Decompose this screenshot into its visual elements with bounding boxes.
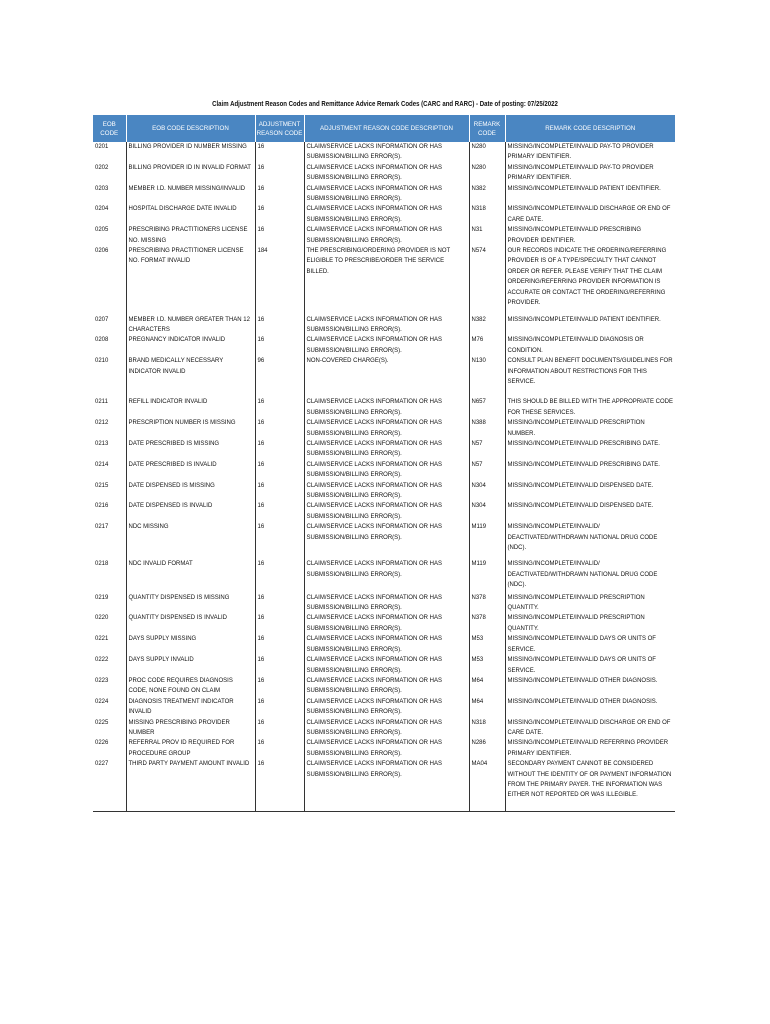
cell-remark-code: N382 <box>469 184 505 205</box>
cell-eob-description: HOSPITAL DISCHARGE DATE INVALID <box>126 204 255 225</box>
cell-adjustment-reason-code: 16 <box>255 460 304 481</box>
cell-adjustment-reason-code: 16 <box>255 593 304 614</box>
cell-eob-description: BILLING PROVIDER ID IN INVALID FORMAT <box>126 163 255 184</box>
table-row <box>93 655 675 676</box>
cell-remark-description: MISSING/INCOMPLETE/INVALID PATIENT IDENTIFIER. <box>507 185 661 192</box>
table-row <box>93 246 675 314</box>
cell-eob-description: REFILL INDICATOR INVALID <box>126 397 255 418</box>
cell-eob-code: 0208 <box>93 335 126 356</box>
cell-remark-code: N280 <box>469 142 505 163</box>
cell-adjustment-reason-code: 16 <box>255 634 304 655</box>
cell-eob-code: 0204 <box>93 204 126 225</box>
cell-remark-code: N574 <box>469 246 505 314</box>
cell-remark-description: MISSING/INCOMPLETE/INVALID OTHER DIAGNOSIS. <box>507 677 658 684</box>
cell-remark-description: MISSING/INCOMPLETE/INVALID DAYS OR UNITS OF SERVICE. <box>507 636 656 653</box>
cell-eob-code: 0201 <box>93 142 126 163</box>
cell-remark-code: N388 <box>469 418 505 439</box>
table-row <box>93 356 675 397</box>
cell-remark-code: N57 <box>469 460 505 481</box>
cell-remark-description: MISSING/INCOMPLETE/INVALID PRESCRIPTION QUANTITY. <box>507 615 645 632</box>
table-row <box>93 397 675 418</box>
cell-eob-description: DATE DISPENSED IS MISSING <box>126 481 255 502</box>
cell-eob-description: NDC MISSING <box>126 522 255 559</box>
cell-adjustment-reason-code: 16 <box>255 501 304 522</box>
table-row <box>93 759 675 811</box>
table-row <box>93 501 675 522</box>
cell-adjustment-reason-code: 16 <box>255 315 304 336</box>
table-row <box>93 718 675 739</box>
cell-adjustment-description: CLAIM/SERVICE LACKS INFORMATION OR HAS SUBMISSION/BILLING ERROR(S). <box>304 759 469 811</box>
cell-adjustment-description: CLAIM/SERVICE LACKS INFORMATION OR HAS SUBMISSION/BILLING ERROR(S). <box>304 655 469 676</box>
cell-adjustment-description: CLAIM/SERVICE LACKS INFORMATION OR HAS SUBMISSION/BILLING ERROR(S). <box>304 738 469 759</box>
cell-adjustment-description: CLAIM/SERVICE LACKS INFORMATION OR HAS SUBMISSION/BILLING ERROR(S). <box>304 481 469 502</box>
cell-remark-code: N304 <box>469 481 505 502</box>
table-row <box>93 204 675 225</box>
cell-eob-description: BRAND MEDICALLY NECESSARY INDICATOR INVALID <box>126 356 255 397</box>
cell-adjustment-reason-code: 16 <box>255 418 304 439</box>
cell-eob-description: MISSING PRESCRIBING PROVIDER NUMBER <box>126 718 255 739</box>
cell-remark-description: MISSING/INCOMPLETE/INVALID PAY-TO PROVIDER PRIMARY IDENTIFIER. <box>507 144 654 161</box>
table-row <box>93 738 675 759</box>
table-row <box>93 315 675 336</box>
cell-adjustment-description: CLAIM/SERVICE LACKS INFORMATION OR HAS SUBMISSION/BILLING ERROR(S). <box>304 335 469 356</box>
cell-adjustment-description: CLAIM/SERVICE LACKS INFORMATION OR HAS SUBMISSION/BILLING ERROR(S). <box>304 613 469 634</box>
cell-adjustment-reason-code: 16 <box>255 225 304 246</box>
table-row <box>93 335 675 356</box>
cell-adjustment-reason-code: 16 <box>255 613 304 634</box>
cell-remark-code: MA04 <box>469 759 505 811</box>
header-adjustment-reason-code: ADJUSTMENT REASON CODE <box>255 115 304 142</box>
cell-remark-description: SECONDARY PAYMENT CANNOT BE CONSIDERED WITHOUT THE IDENTITY OF OR PAYMENT INFORMATION FROM THE PRIMARY PAYER. THE INFORMATION WAS EITHER NOT REPORTED OR WAS ILLEGIBLE. <box>505 759 675 811</box>
cell-adjustment-description: CLAIM/SERVICE LACKS INFORMATION OR HAS SUBMISSION/BILLING ERROR(S). <box>304 593 469 614</box>
table-row <box>93 676 675 697</box>
cell-eob-code: 0202 <box>93 163 126 184</box>
cell-remark-code: N378 <box>469 613 505 634</box>
header-remark-code: REMARK CODE <box>469 115 505 142</box>
cell-remark-description: MISSING/INCOMPLETE/INVALID DISCHARGE OR END OF CARE DATE. <box>507 206 671 223</box>
cell-adjustment-description: CLAIM/SERVICE LACKS INFORMATION OR HAS SUBMISSION/BILLING ERROR(S). <box>304 460 469 481</box>
cell-adjustment-reason-code: 16 <box>255 163 304 184</box>
cell-eob-code: 0205 <box>93 225 126 246</box>
cell-adjustment-reason-code: 16 <box>255 738 304 759</box>
cell-eob-description: THIRD PARTY PAYMENT AMOUNT INVALID <box>126 759 255 811</box>
cell-remark-description: MISSING/INCOMPLETE/INVALID PRESCRIPTION QUANTITY. <box>507 594 645 612</box>
cell-adjustment-description: CLAIM/SERVICE LACKS INFORMATION OR HAS SUBMISSION/BILLING ERROR(S). <box>304 501 469 522</box>
cell-remark-description: THIS SHOULD BE BILLED WITH THE APPROPRIATE CODE FOR THESE SERVICES. <box>507 399 673 416</box>
cell-eob-code: 0213 <box>93 439 126 460</box>
table-row <box>93 634 675 655</box>
cell-eob-description: PREGNANCY INDICATOR INVALID <box>126 335 255 356</box>
cell-remark-description: MISSING/INCOMPLETE/INVALID DIAGNOSIS OR CONDITION. <box>507 337 644 354</box>
cell-adjustment-description: CLAIM/SERVICE LACKS INFORMATION OR HAS SUBMISSION/BILLING ERROR(S). <box>304 718 469 739</box>
cell-remark-code: N31 <box>469 225 505 246</box>
cell-adjustment-reason-code: 16 <box>255 397 304 418</box>
cell-eob-code: 0212 <box>93 418 126 439</box>
page-title: Claim Adjustment Reason Codes and Remittance Advice Remark Codes (CARC and RARC) - Date of posting: 07/25/2022 <box>212 99 558 108</box>
cell-adjustment-description: CLAIM/SERVICE LACKS INFORMATION OR HAS SUBMISSION/BILLING ERROR(S). <box>304 418 469 439</box>
cell-eob-code: 0218 <box>93 559 126 592</box>
cell-adjustment-description: NON-COVERED CHARGE(S). <box>304 356 469 397</box>
cell-eob-code: 0225 <box>93 718 126 739</box>
cell-eob-description: DAYS SUPPLY INVALID <box>126 655 255 676</box>
cell-eob-code: 0220 <box>93 613 126 634</box>
cell-adjustment-description: CLAIM/SERVICE LACKS INFORMATION OR HAS SUBMISSION/BILLING ERROR(S). <box>304 397 469 418</box>
cell-remark-code: N130 <box>469 356 505 397</box>
cell-remark-code: M53 <box>469 634 505 655</box>
cell-remark-description: MISSING/INCOMPLETE/INVALID/ DEACTIVATED/WITHDRAWN NATIONAL DRUG CODE (NDC). <box>507 561 658 589</box>
cell-eob-code: 0214 <box>93 460 126 481</box>
cell-adjustment-reason-code: 16 <box>255 335 304 356</box>
cell-eob-code: 0211 <box>93 397 126 418</box>
cell-adjustment-reason-code: 96 <box>255 356 304 397</box>
cell-adjustment-reason-code: 16 <box>255 697 304 718</box>
cell-adjustment-description: CLAIM/SERVICE LACKS INFORMATION OR HAS SUBMISSION/BILLING ERROR(S). <box>304 522 469 559</box>
header-adjustment-description: ADJUSTMENT REASON CODE DESCRIPTION <box>304 115 469 142</box>
cell-eob-description: DATE PRESCRIBED IS INVALID <box>126 460 255 481</box>
cell-adjustment-description: CLAIM/SERVICE LACKS INFORMATION OR HAS SUBMISSION/BILLING ERROR(S). <box>304 315 469 336</box>
cell-adjustment-reason-code: 16 <box>255 481 304 502</box>
cell-eob-code: 0226 <box>93 738 126 759</box>
cell-adjustment-description: CLAIM/SERVICE LACKS INFORMATION OR HAS SUBMISSION/BILLING ERROR(S). <box>304 204 469 225</box>
cell-eob-description: BILLING PROVIDER ID NUMBER MISSING <box>126 142 255 163</box>
table-row <box>93 163 675 184</box>
header-row <box>93 115 675 142</box>
cell-adjustment-description: CLAIM/SERVICE LACKS INFORMATION OR HAS SUBMISSION/BILLING ERROR(S). <box>304 634 469 655</box>
cell-remark-code: N318 <box>469 204 505 225</box>
cell-eob-description: PRESCRIBING PRACTITIONERS LICENSE NO. MISSING <box>126 225 255 246</box>
cell-remark-code: N286 <box>469 738 505 759</box>
cell-remark-description: MISSING/INCOMPLETE/INVALID PRESCRIBING PROVIDER IDENTIFIER. <box>507 227 642 244</box>
cell-remark-description: MISSING/INCOMPLETE/INVALID REFERRING PROVIDER PRIMARY IDENTIFIER. <box>507 740 669 757</box>
cell-eob-code: 0222 <box>93 655 126 676</box>
header-eob-description: EOB CODE DESCRIPTION <box>126 115 255 142</box>
cell-adjustment-reason-code: 16 <box>255 142 304 163</box>
cell-remark-description: MISSING/INCOMPLETE/INVALID PRESCRIBING DATE. <box>507 461 660 468</box>
cell-remark-code: M119 <box>469 522 505 559</box>
table-row <box>93 184 675 205</box>
cell-remark-description: MISSING/INCOMPLETE/INVALID/ DEACTIVATED/WITHDRAWN NATIONAL DRUG CODE (NDC). <box>507 524 658 552</box>
table-row <box>93 481 675 502</box>
cell-remark-description: MISSING/INCOMPLETE/INVALID DAYS OR UNITS OF SERVICE. <box>507 657 656 674</box>
cell-adjustment-reason-code: 16 <box>255 676 304 697</box>
table-row <box>93 460 675 481</box>
cell-eob-code: 0219 <box>93 593 126 614</box>
cell-adjustment-reason-code: 16 <box>255 718 304 739</box>
cell-adjustment-reason-code: 16 <box>255 759 304 811</box>
cell-remark-description: MISSING/INCOMPLETE/INVALID PRESCRIBING DATE. <box>507 440 660 447</box>
cell-remark-code: M53 <box>469 655 505 676</box>
cell-adjustment-description: CLAIM/SERVICE LACKS INFORMATION OR HAS SUBMISSION/BILLING ERROR(S). <box>304 676 469 697</box>
cell-remark-code: N378 <box>469 593 505 614</box>
cell-eob-code: 0221 <box>93 634 126 655</box>
cell-remark-description: MISSING/INCOMPLETE/INVALID DISPENSED DATE. <box>507 482 654 489</box>
cell-adjustment-reason-code: 16 <box>255 204 304 225</box>
cell-adjustment-reason-code: 16 <box>255 522 304 559</box>
cell-adjustment-reason-code: 184 <box>255 246 304 314</box>
table-row <box>93 559 675 592</box>
table-row <box>93 225 675 246</box>
table-body <box>93 142 675 811</box>
table-row <box>93 439 675 460</box>
cell-eob-description: DIAGNOSIS TREATMENT INDICATOR INVALID <box>126 697 255 718</box>
cell-eob-description: DATE PRESCRIBED IS MISSING <box>126 439 255 460</box>
cell-eob-description: REFERRAL PROV ID REQUIRED FOR PROCEDURE GROUP <box>126 738 255 759</box>
cell-adjustment-description: CLAIM/SERVICE LACKS INFORMATION OR HAS SUBMISSION/BILLING ERROR(S). <box>304 142 469 163</box>
cell-remark-description: MISSING/INCOMPLETE/INVALID PRESCRIPTION NUMBER. <box>507 420 645 437</box>
cell-adjustment-description: CLAIM/SERVICE LACKS INFORMATION OR HAS SUBMISSION/BILLING ERROR(S). <box>304 559 469 592</box>
table-row <box>93 593 675 614</box>
cell-remark-code: N382 <box>469 315 505 336</box>
cell-eob-code: 0207 <box>93 315 126 336</box>
cell-eob-code: 0215 <box>93 481 126 502</box>
cell-remark-code: N304 <box>469 501 505 522</box>
cell-eob-description: NDC INVALID FORMAT <box>126 559 255 592</box>
cell-remark-code: N657 <box>469 397 505 418</box>
table-row <box>93 613 675 634</box>
cell-adjustment-description: CLAIM/SERVICE LACKS INFORMATION OR HAS SUBMISSION/BILLING ERROR(S). <box>304 439 469 460</box>
cell-adjustment-reason-code: 16 <box>255 559 304 592</box>
cell-eob-description: PROC CODE REQUIRES DIAGNOSIS CODE, NONE FOUND ON CLAIM <box>126 676 255 697</box>
header-remark-description: REMARK CODE DESCRIPTION <box>505 115 675 142</box>
cell-remark-code: M64 <box>469 697 505 718</box>
header-eob-code: EOB CODE <box>93 115 126 142</box>
cell-remark-code: M64 <box>469 676 505 697</box>
codes-table <box>93 115 675 812</box>
table-row <box>93 697 675 718</box>
cell-remark-description: CONSULT PLAN BENEFIT DOCUMENTS/GUIDELINES FOR INFORMATION ABOUT RESTRICTIONS FOR THIS SERVICE. <box>507 358 673 385</box>
cell-remark-description: MISSING/INCOMPLETE/INVALID DISPENSED DATE. <box>507 503 654 510</box>
cell-remark-code: M76 <box>469 335 505 356</box>
cell-eob-code: 0227 <box>93 759 126 811</box>
cell-remark-code: N318 <box>469 718 505 739</box>
table-row <box>93 142 675 163</box>
cell-eob-description: PRESCRIPTION NUMBER IS MISSING <box>126 418 255 439</box>
cell-adjustment-description: CLAIM/SERVICE LACKS INFORMATION OR HAS SUBMISSION/BILLING ERROR(S). <box>304 163 469 184</box>
cell-eob-code: 0210 <box>93 356 126 397</box>
cell-eob-code: 0223 <box>93 676 126 697</box>
cell-eob-code: 0216 <box>93 501 126 522</box>
cell-remark-description: MISSING/INCOMPLETE/INVALID PAY-TO PROVIDER PRIMARY IDENTIFIER. <box>507 164 654 182</box>
cell-adjustment-description: CLAIM/SERVICE LACKS INFORMATION OR HAS SUBMISSION/BILLING ERROR(S). <box>304 697 469 718</box>
cell-eob-description: DATE DISPENSED IS INVALID <box>126 501 255 522</box>
cell-adjustment-reason-code: 16 <box>255 655 304 676</box>
cell-remark-code: N57 <box>469 439 505 460</box>
cell-eob-code: 0203 <box>93 184 126 205</box>
cell-remark-code: M119 <box>469 559 505 592</box>
cell-eob-code: 0206 <box>93 246 126 314</box>
cell-remark-description: MISSING/INCOMPLETE/INVALID OTHER DIAGNOSIS. <box>507 698 658 705</box>
table-row <box>93 418 675 439</box>
cell-remark-description: MISSING/INCOMPLETE/INVALID DISCHARGE OR END OF CARE DATE. <box>507 719 671 736</box>
cell-eob-description: DAYS SUPPLY MISSING <box>126 634 255 655</box>
cell-adjustment-reason-code: 16 <box>255 439 304 460</box>
cell-eob-description: MEMBER I.D. NUMBER GREATER THAN 12 CHARACTERS <box>126 315 255 336</box>
cell-eob-code: 0224 <box>93 697 126 718</box>
cell-eob-code: 0217 <box>93 522 126 559</box>
cell-adjustment-reason-code: 16 <box>255 184 304 205</box>
table-row <box>93 522 675 559</box>
cell-eob-description: QUANTITY DISPENSED IS MISSING <box>126 593 255 614</box>
cell-eob-description: PRESCRIBING PRACTITIONER LICENSE NO. FORMAT INVALID <box>126 246 255 314</box>
cell-remark-description: OUR RECORDS INDICATE THE ORDERING/REFERRING PROVIDER IS OF A TYPE/SPECIALTY THAT CANNOT ORDER OR REFER. PLEASE VERIFY THAT THE CLAIM ORDERING/REFERRING PROVIDER INFORMATION IS ACCURATE OR CONTACT THE ORDERING/REFERRING PROVIDER. <box>507 248 667 307</box>
cell-eob-description: QUANTITY DISPENSED IS INVALID <box>126 613 255 634</box>
cell-adjustment-description: THE PRESCRIBING/ORDERING PROVIDER IS NOT ELIGIBLE TO PRESCRIBE/ORDER THE SERVICE BILLED. <box>304 246 469 314</box>
cell-remark-description: MISSING/INCOMPLETE/INVALID PATIENT IDENTIFIER. <box>507 316 661 323</box>
cell-adjustment-description: CLAIM/SERVICE LACKS INFORMATION OR HAS SUBMISSION/BILLING ERROR(S). <box>304 184 469 205</box>
cell-adjustment-description: CLAIM/SERVICE LACKS INFORMATION OR HAS SUBMISSION/BILLING ERROR(S). <box>304 225 469 246</box>
cell-eob-description: MEMBER I.D. NUMBER MISSING/INVALID <box>126 184 255 205</box>
cell-remark-code: N280 <box>469 163 505 184</box>
